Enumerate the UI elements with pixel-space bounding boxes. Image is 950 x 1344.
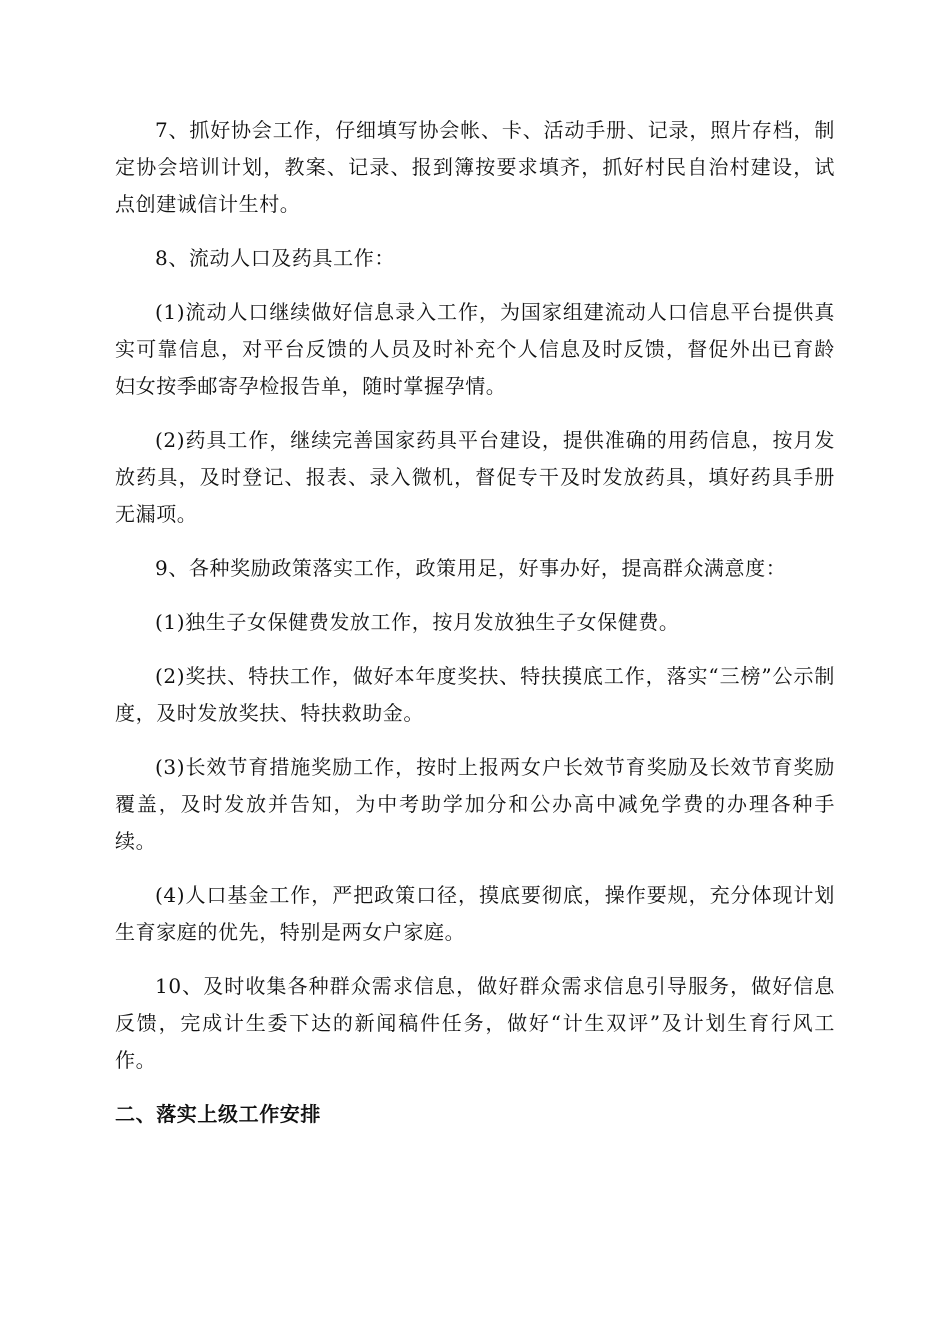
paragraph-item-8-2: (2)药具工作，继续完善国家药具平台建设，提供准确的用药信息，按月发放药具，及时登记、报表、录入微机，督促专干及时发放药具，填好药具手册无漏项。: [115, 428, 835, 526]
paragraph-item-9: 9、各种奖励政策落实工作，政策用足，好事办好，提高群众满意度：: [155, 556, 787, 580]
section-heading: 二、落实上级工作安排: [115, 1102, 321, 1126]
paragraph-item-9-4: (4)人口基金工作，严把政策口径，摸底要彻底，操作要规，充分体现计划生育家庭的优先，特别是两女户家庭。: [115, 883, 835, 944]
paragraph-item-8-1: (1)流动人口继续做好信息录入工作，为国家组建流动人口信息平台提供真实可靠信息，对平台反馈的人员及时补充个人信息及时反馈，督促外出已育龄妇女按季邮寄孕检报告单，随时掌握孕情。: [115, 300, 835, 398]
paragraph-item-9-1: (1)独生子女保健费发放工作，按月发放独生子女保健费。: [155, 610, 680, 634]
paragraph-item-10: 10、及时收集各种群众需求信息，做好群众需求信息引导服务，做好信息反馈，完成计生委下达的新闻稿件任务，做好“计生双评”及计划生育行风工作。: [115, 974, 835, 1072]
paragraph-item-9-3: (3)长效节育措施奖励工作，按时上报两女户长效节育奖励及长效节育奖励覆盖，及时发放并告知，为中考助学加分和公办高中减免学费的办理各种手续。: [115, 755, 835, 853]
paragraph-item-8: 8、流动人口及药具工作：: [155, 246, 395, 270]
document-page: [115, 112, 835, 1133]
paragraph-item-7: 7、抓好协会工作，仔细填写协会帐、卡、活动手册、记录，照片存档，制定协会培训计划，教案、记录、报到簿按要求填齐，抓好村民自治村建设，试点创建诚信计生村。: [115, 118, 835, 216]
paragraph-item-9-2: (2)奖扶、特扶工作，做好本年度奖扶、特扶摸底工作，落实“三榜”公示制度，及时发放奖扶、特扶救助金。: [115, 664, 835, 725]
